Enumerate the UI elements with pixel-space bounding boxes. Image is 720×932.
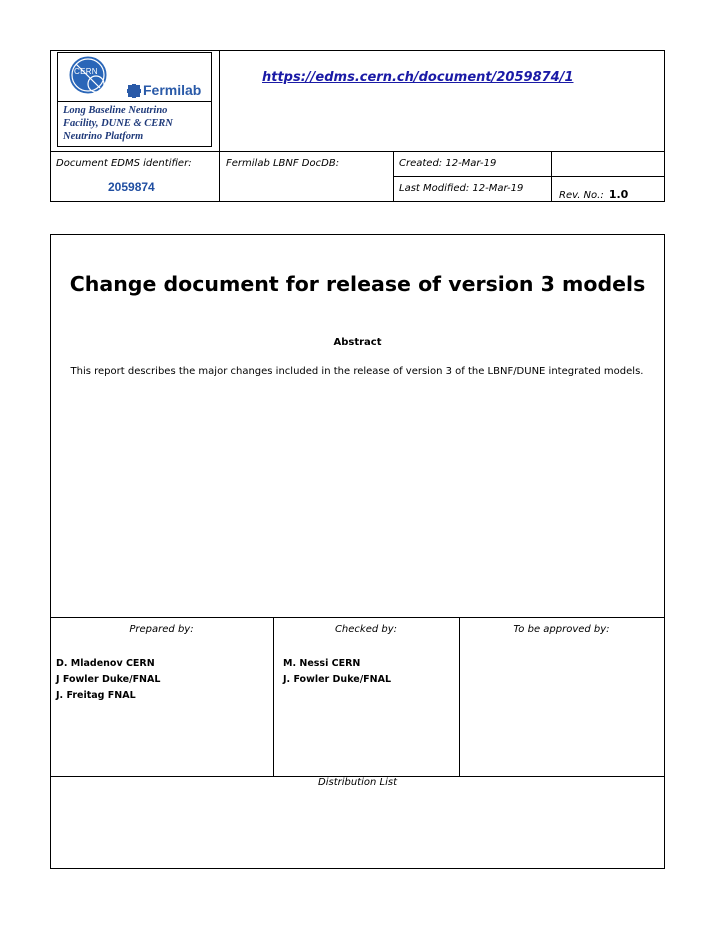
- revision-number: [559, 183, 628, 202]
- distribution-list-label: Distribution List: [318, 777, 397, 788]
- checked-by-list: [283, 656, 391, 688]
- abstract-text: This report describes the major changes included in the release of version 3 of the LBNF/DUNE integrated models.: [70, 366, 644, 377]
- list-item: M. Nessi CERN: [283, 658, 361, 669]
- fermilab-logo-text: Fermilab: [143, 82, 202, 98]
- last-modified-date: Last Modified: 12-Mar-19: [399, 183, 524, 194]
- fermilab-mark-icon: [127, 84, 141, 98]
- document-title: Change document for release of version 3 models: [69, 272, 646, 296]
- revision-value: 1.0: [608, 188, 629, 201]
- abstract-heading: Abstract: [333, 337, 382, 348]
- prepared-by-list: [56, 656, 160, 704]
- revision-label: Rev. No.:: [559, 190, 604, 201]
- list-item: J. Fowler Duke/FNAL: [283, 674, 392, 685]
- prepared-by-label: Prepared by:: [129, 624, 194, 635]
- list-item: J. Freitag FNAL: [56, 690, 136, 701]
- approved-by-label: To be approved by:: [513, 624, 610, 635]
- cern-logo: [66, 54, 112, 98]
- fermilab-logo: [127, 83, 209, 99]
- logo-caption: Long Baseline Neutrino Facility, DUNE & CERN Neutrino Platform: [63, 105, 173, 142]
- cern-logo-text: CERN: [74, 67, 98, 76]
- list-item: J Fowler Duke/FNAL: [56, 674, 161, 685]
- docdb-label: Fermilab LBNF DocDB:: [226, 158, 340, 169]
- checked-by-label: Checked by:: [334, 624, 398, 635]
- edms-document-link[interactable]: https://edms.cern.ch/document/2059874/1: [262, 70, 574, 85]
- created-date: Created: 12-Mar-19: [399, 158, 497, 169]
- list-item: D. Mladenov CERN: [56, 658, 155, 669]
- edms-identifier-value: 2059874: [108, 180, 155, 194]
- edms-identifier-label: Document EDMS identifier:: [56, 158, 192, 169]
